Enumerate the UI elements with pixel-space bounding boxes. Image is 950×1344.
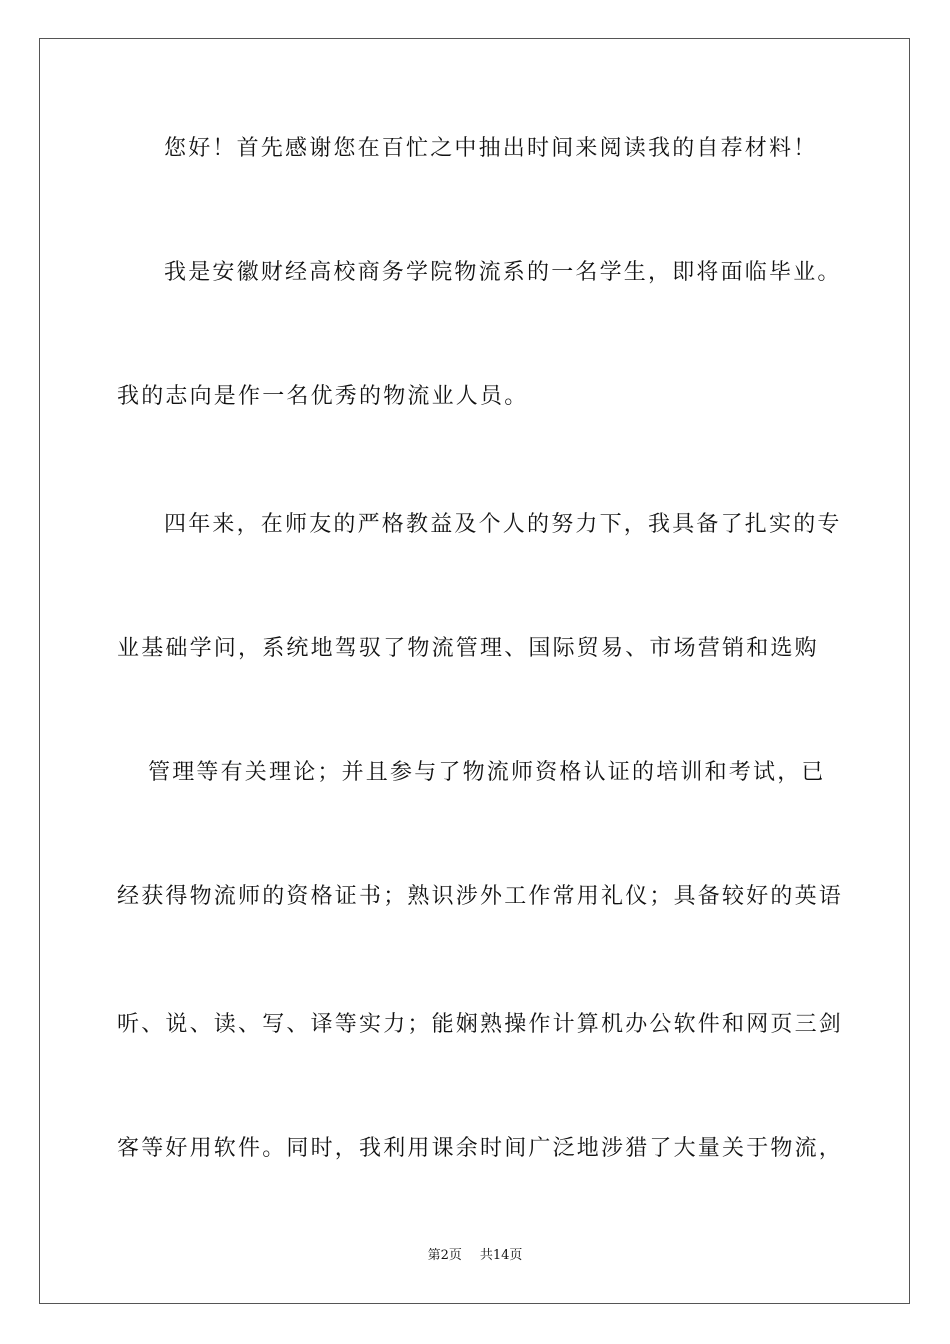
- text-line-3: 我的志向是作一名优秀的物流业人员。: [117, 384, 529, 409]
- text-line-6: 管理等有关理论；并且参与了物流师资格认证的培训和考试，已: [148, 760, 826, 785]
- text-line-5: 业基础学问，系统地驾驭了物流管理、国际贸易、市场营销和选购: [117, 636, 819, 661]
- text-line-8: 听、说、读、写、译等实力；能娴熟操作计算机办公软件和网页三剑: [117, 1012, 844, 1037]
- page-number: 第2页: [427, 1248, 462, 1263]
- text-line-2: 我是安徽财经高校商务学院物流系的一名学生，即将面临毕业。: [164, 260, 842, 285]
- page-footer: [0, 1246, 950, 1266]
- text-line-1: 您好！首先感谢您在百忙之中抽出时间来阅读我的自荐材料！: [164, 136, 818, 161]
- text-line-7: 经获得物流师的资格证书；熟识涉外工作常用礼仪；具备较好的英语: [117, 884, 844, 909]
- page-total: 共14页: [479, 1248, 523, 1263]
- page-border: [39, 38, 910, 1304]
- text-line-4: 四年来，在师友的严格教益及个人的努力下，我具备了扎实的专: [164, 512, 842, 537]
- text-line-9: 客等好用软件。同时，我利用课余时间广泛地涉猎了大量关于物流，: [117, 1136, 844, 1161]
